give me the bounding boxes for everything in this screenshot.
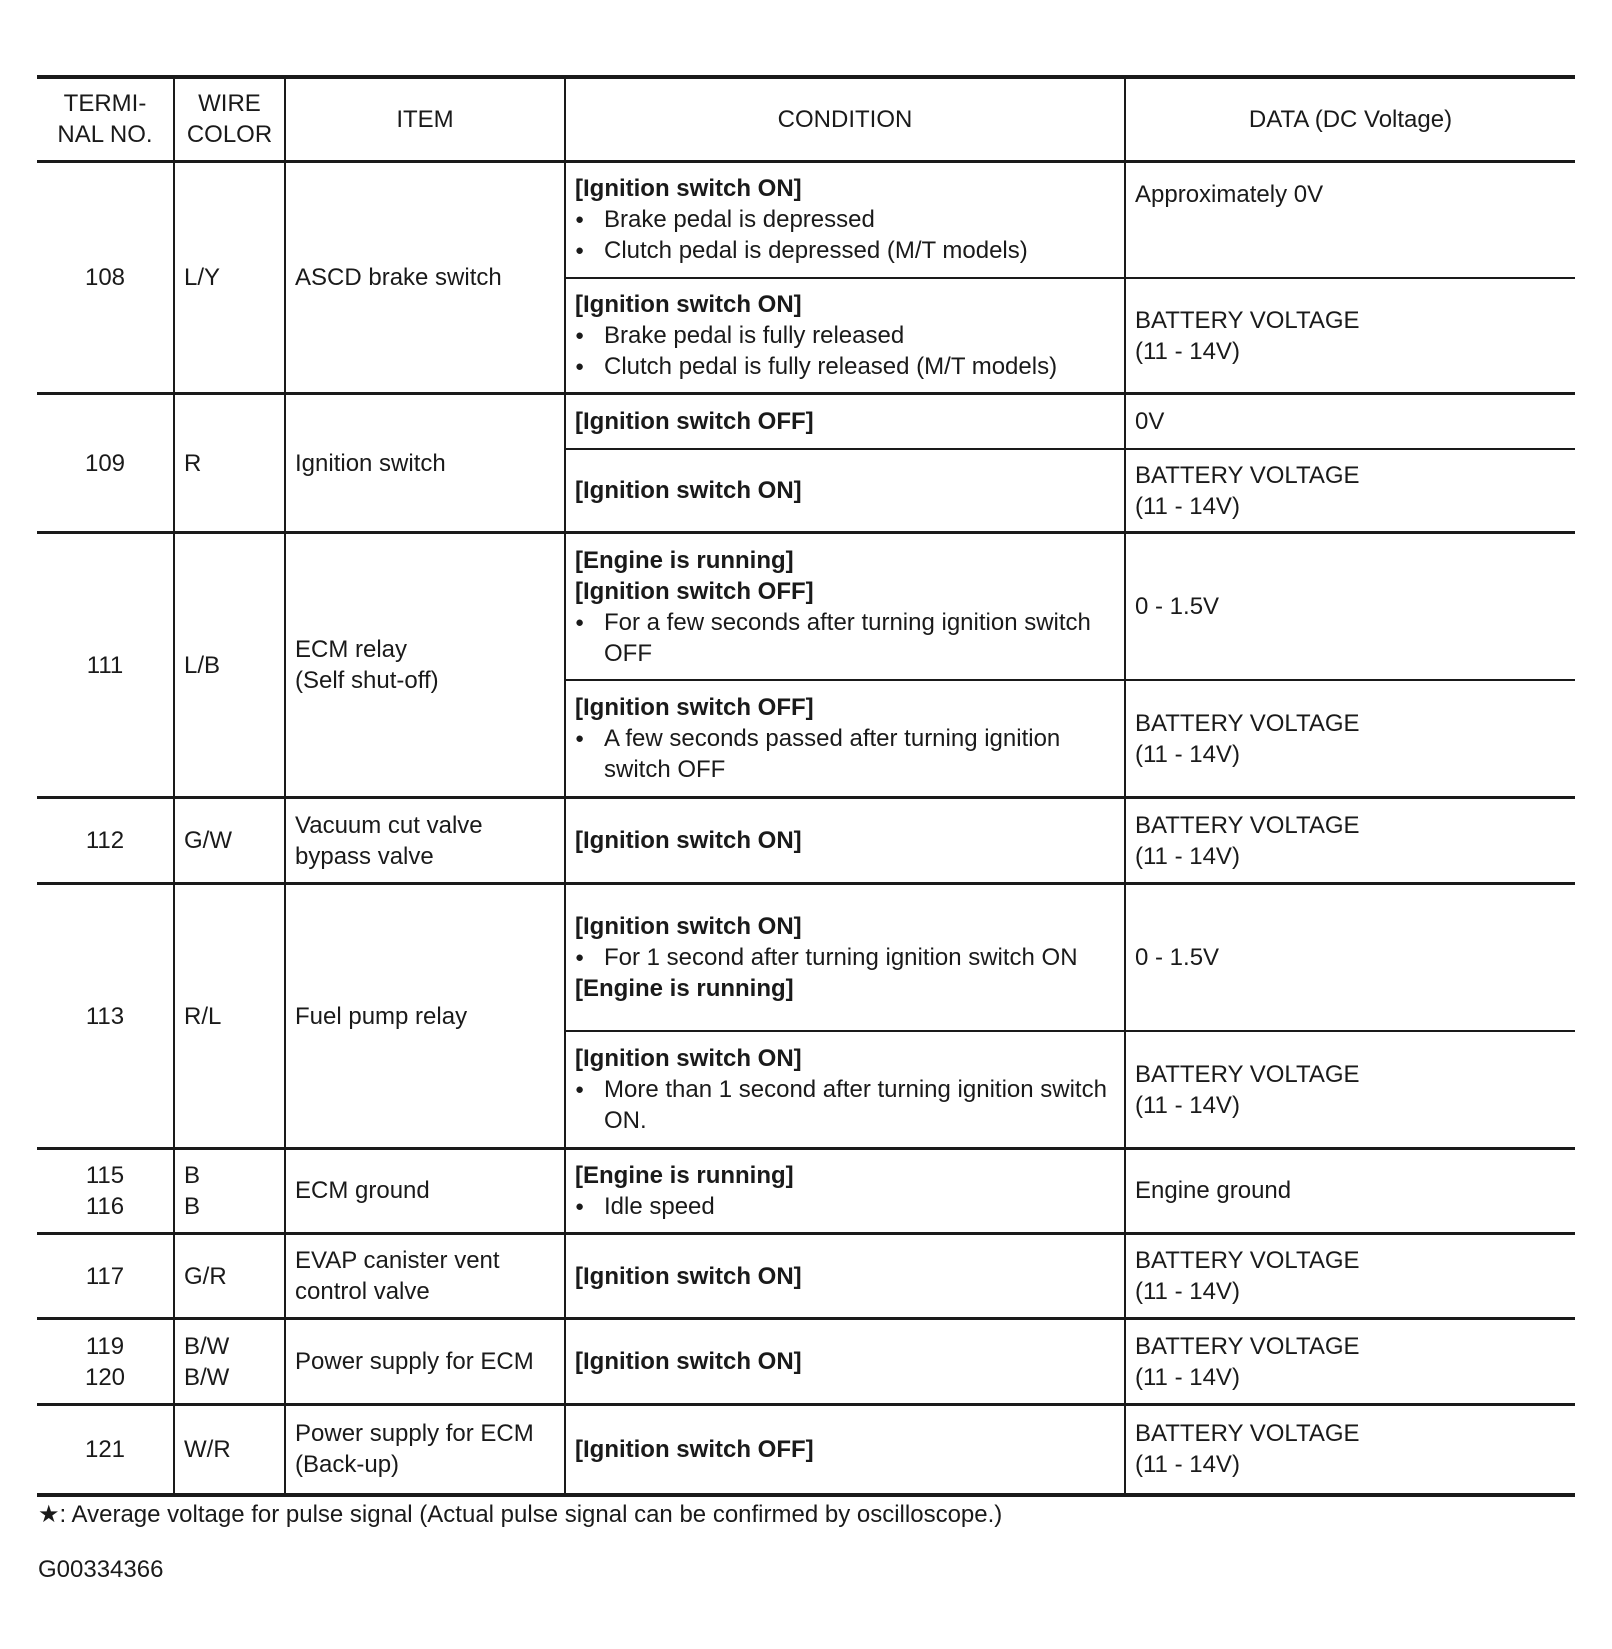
header-data: DATA (DC Voltage) <box>1125 77 1575 161</box>
header-item: ITEM <box>285 77 565 161</box>
footnote: ★: Average voltage for pulse signal (Actual pulse signal can be confirmed by oscilloscope.) <box>38 1501 1003 1528</box>
data-cell: BATTERY VOLTAGE (11 - 14V) <box>1125 797 1575 883</box>
terminal-cell: 112 <box>37 797 174 883</box>
header-terminal-no: TERMI- NAL NO. <box>37 77 174 161</box>
item-cell: Power supply for ECM (Back-up) <box>285 1404 565 1495</box>
terminal-cell: 119 120 <box>37 1319 174 1404</box>
header-wire-color: WIRE COLOR <box>174 77 285 161</box>
wire-color-cell: G/W <box>174 797 285 883</box>
table-row <box>37 533 1575 681</box>
table-row <box>37 1234 1575 1319</box>
terminal-cell: 121 <box>37 1404 174 1495</box>
wire-color-cell: G/R <box>174 1234 285 1319</box>
data-cell: BATTERY VOLTAGE (11 - 14V) <box>1125 680 1575 797</box>
terminal-cell: 109 <box>37 394 174 533</box>
condition-cell: [Ignition switch ON] ● More than 1 second after turning ignition switch ON. <box>565 1031 1125 1148</box>
table-row <box>37 1319 1575 1404</box>
data-cell: Approximately 0V <box>1125 161 1575 278</box>
table-row <box>37 161 1575 278</box>
terminal-cell: 108 <box>37 161 174 394</box>
data-cell: BATTERY VOLTAGE (11 - 14V) <box>1125 449 1575 533</box>
condition-cell: [Ignition switch ON] ● Brake pedal is fully released ● Clutch pedal is fully released (M/T models) <box>565 278 1125 394</box>
data-cell: Engine ground <box>1125 1148 1575 1233</box>
table-row <box>37 884 1575 1032</box>
data-cell: 0 - 1.5V <box>1125 533 1575 681</box>
wire-color-cell: W/R <box>174 1404 285 1495</box>
header-row <box>37 77 1575 161</box>
terminal-cell: 117 <box>37 1234 174 1319</box>
data-cell: 0 - 1.5V <box>1125 884 1575 1032</box>
data-cell: BATTERY VOLTAGE (11 - 14V) <box>1125 1234 1575 1319</box>
item-cell: Fuel pump relay <box>285 884 565 1148</box>
wire-color-cell: R <box>174 394 285 533</box>
condition-cell: [Ignition switch OFF] ● A few seconds passed after turning ignition switch OFF <box>565 680 1125 797</box>
condition-cell: [Engine is running] ● Idle speed <box>565 1148 1125 1233</box>
condition-cell: [Ignition switch ON] ● Brake pedal is depressed ● Clutch pedal is depressed (M/T models) <box>565 161 1125 278</box>
table-row <box>37 1404 1575 1495</box>
data-cell: BATTERY VOLTAGE (11 - 14V) <box>1125 1319 1575 1404</box>
condition-cell: [Ignition switch ON] ● For 1 second after turning ignition switch ON [Engine is running] <box>565 884 1125 1032</box>
table-row <box>37 394 1575 449</box>
item-cell: Vacuum cut valve bypass valve <box>285 797 565 883</box>
terminal-cell: 111 <box>37 533 174 797</box>
ecm-terminal-table <box>37 75 1575 1497</box>
wire-color-cell: R/L <box>174 884 285 1148</box>
item-cell: ECM relay (Self shut-off) <box>285 533 565 797</box>
wire-color-cell: B/W B/W <box>174 1319 285 1404</box>
condition-cell: [Ignition switch ON] <box>565 449 1125 533</box>
item-cell: ASCD brake switch <box>285 161 565 394</box>
condition-cell: [Ignition switch ON] <box>565 1319 1125 1404</box>
data-cell: BATTERY VOLTAGE (11 - 14V) <box>1125 278 1575 394</box>
item-cell: Ignition switch <box>285 394 565 533</box>
data-cell: BATTERY VOLTAGE (11 - 14V) <box>1125 1031 1575 1148</box>
table-row <box>37 797 1575 883</box>
condition-cell: [Ignition switch ON] <box>565 1234 1125 1319</box>
data-cell: 0V <box>1125 394 1575 449</box>
item-cell: Power supply for ECM <box>285 1319 565 1404</box>
wire-color-cell: B B <box>174 1148 285 1233</box>
terminal-cell: 115 116 <box>37 1148 174 1233</box>
item-cell: EVAP canister vent control valve <box>285 1234 565 1319</box>
wire-color-cell: L/B <box>174 533 285 797</box>
condition-cell: [Ignition switch ON] <box>565 797 1125 883</box>
table-row <box>37 1148 1575 1233</box>
condition-cell: [Ignition switch OFF] <box>565 1404 1125 1495</box>
wire-color-cell: L/Y <box>174 161 285 394</box>
item-cell: ECM ground <box>285 1148 565 1233</box>
condition-cell: [Engine is running] [Ignition switch OFF] ● For a few seconds after turning ignition switch OFF <box>565 533 1125 681</box>
header-condition: CONDITION <box>565 77 1125 161</box>
terminal-cell: 113 <box>37 884 174 1148</box>
condition-cell: [Ignition switch OFF] <box>565 394 1125 449</box>
figure-id: G00334366 <box>38 1556 164 1583</box>
data-cell: BATTERY VOLTAGE (11 - 14V) <box>1125 1404 1575 1495</box>
